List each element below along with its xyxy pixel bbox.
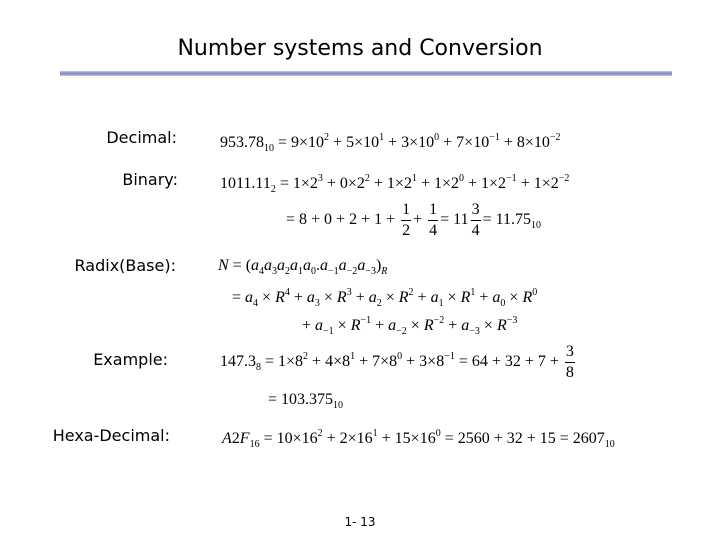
formula-hexadecimal: $A2F_{16} = 10\times 16^2 + 2\times 16^1 + 15\times 16^0 = 2560 + 32 + 15 = 2607_{10}$ [222,428,615,450]
slide-title: Number systems and Conversion [177,36,543,61]
label-hexadecimal: Hexa-Decimal: [52,426,170,445]
label-decimal: Decimal: [106,128,177,147]
formula-example-line1: $147.3_8 = 1\times 8^2 + 4\times 8^1 + 7\times 8^0 + 3\times 8^{-1} = 64 + 32 + 7$ + $\frac{3}{8}$ [220,343,574,381]
label-example: Example: [93,350,168,369]
formula-binary-line1: $1011.11_2 = 1\times 2^3 + 0\times 2^2 + 1\times 2^1 + 1\times 2^0 + 1\times 2^{-1} + 1\times 2^{-2}$ [220,173,570,195]
formula-radix-line3: + $a_{-1} \times R^{-1} + a_{-2} \times R^{-2} + a_{-3} \times R^{-3}$ [302,315,518,337]
formula-example-line2: = $103.375_{10}$ [268,391,344,411]
formula-radix-line1: $N = (a_4a_3a_2a_1a_0.a_{-1}a_{-2}a_{-3})_R$ [218,257,388,277]
page-number: 1- 13 [344,515,376,529]
formula-radix-line2: = $a_4 \times R^4 + a_3 \times R^3 + a_2 \times R^2 + a_1 \times R^1 + a_0 \times R^0$ [232,287,538,309]
label-binary: Binary: [122,170,178,189]
label-radix: Radix(Base): [74,256,176,275]
formula-decimal: $953.78_{10} = 9\times 10^2 + 5\times 10^1 + 3\times 10^0 + 7\times 10^{-1} + 8\times 10^{-2}$ [220,132,561,154]
title-underline [60,71,672,76]
formula-binary-line2: = 8 + 0 + 2 + 1 + $\frac{1}{2}$ + $\frac{1}{4}$ = 11 $\frac{3}{4}$ = $11.75_{10}$ [286,201,542,239]
